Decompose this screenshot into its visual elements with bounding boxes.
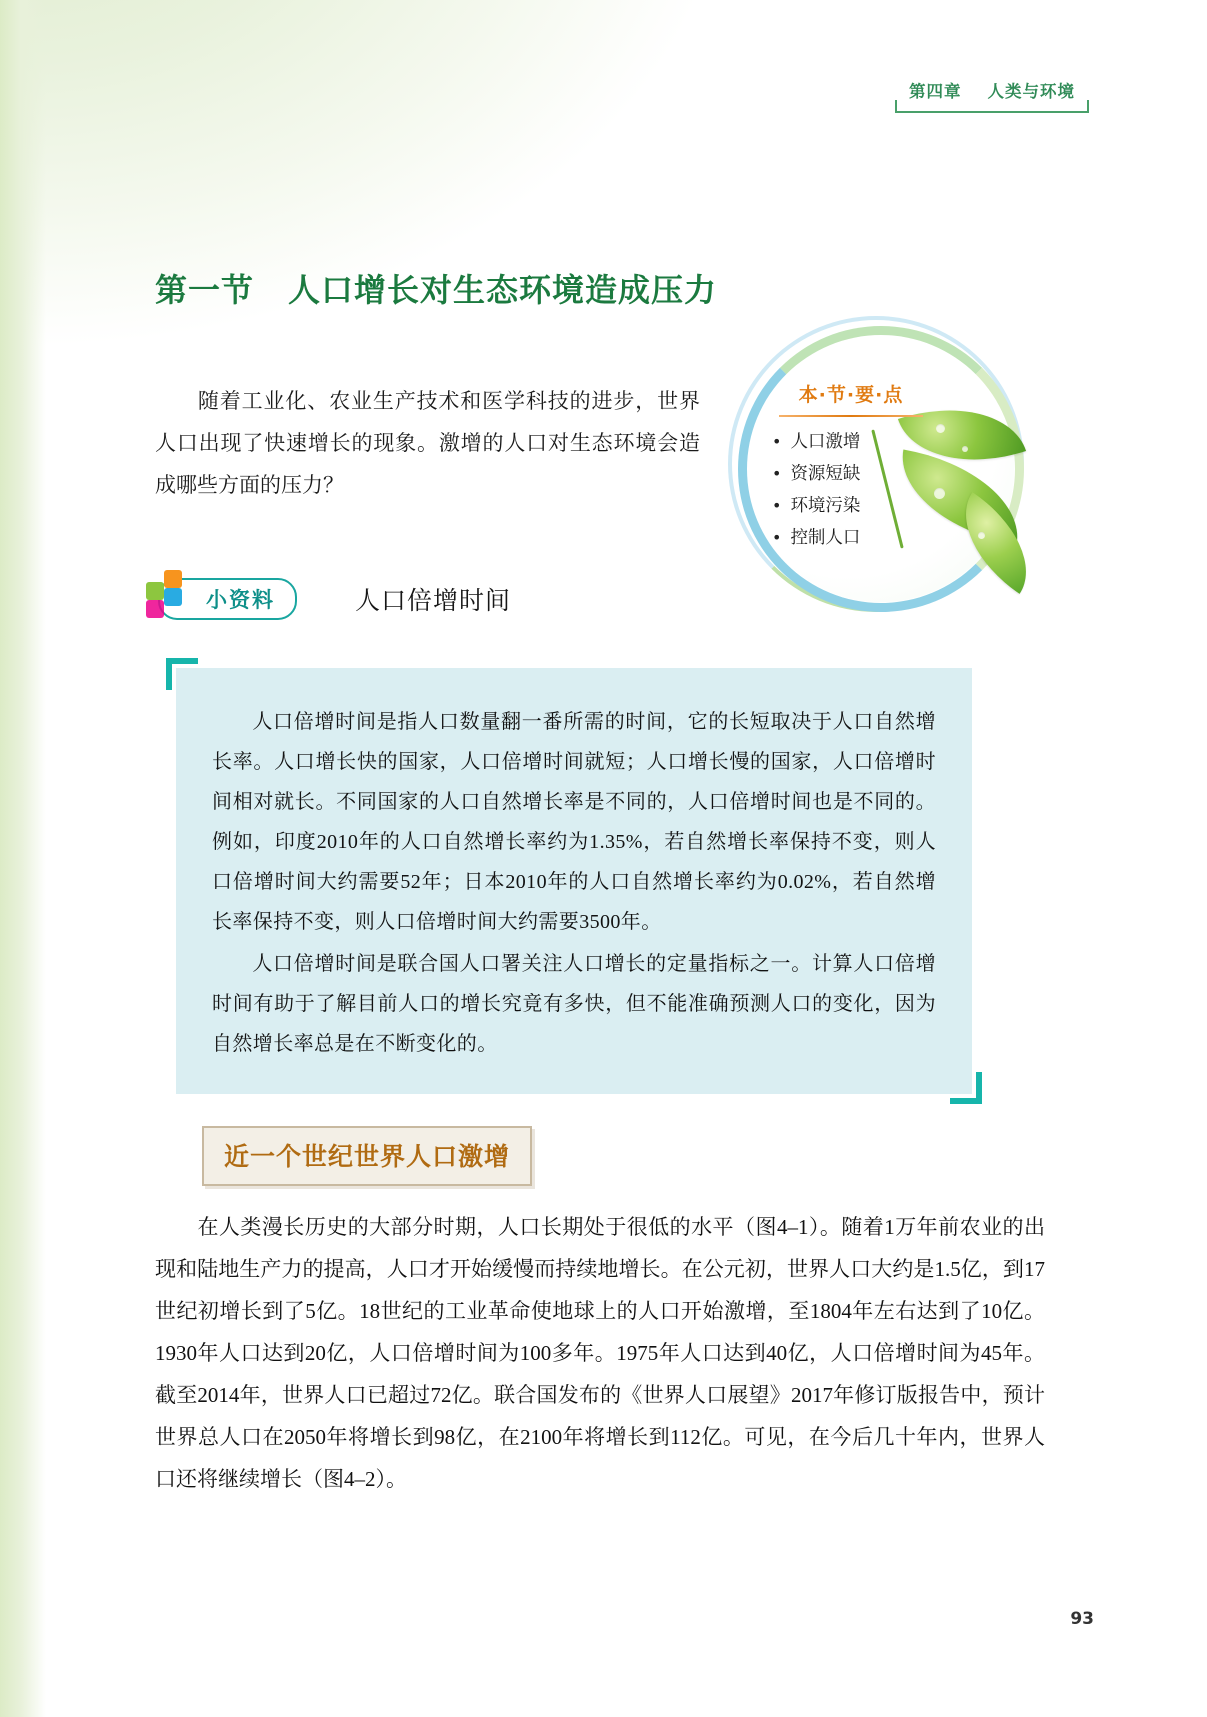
corner-bracket-top-left: [166, 658, 198, 690]
page-background-left-gradient: [0, 0, 46, 1717]
dew-drop-icon: [978, 532, 985, 539]
material-paragraph: [212, 944, 936, 1064]
running-head-tick-right: [1087, 100, 1089, 113]
key-points-title: 本·节·要·点: [776, 380, 926, 407]
running-head-chapter: 第四章: [909, 82, 962, 101]
material-paragraph-text: 人口倍增时间是联合国人口署关注人口增长的定量指标之一。计算人口倍增时间有助于了解目前人口的增长究竟有多快，但不能准确预测人口的变化，因为自然增长率总是在不断变化的。: [212, 953, 936, 1055]
body-paragraph: [155, 1206, 1045, 1500]
key-point-item: • 资源短缺: [772, 458, 860, 490]
material-tag-label: 小资料: [206, 588, 275, 612]
material-tag-row: [158, 578, 511, 620]
dew-drop-icon: [936, 424, 945, 433]
key-point-item: • 环境污染: [772, 490, 860, 522]
dew-drop-icon: [962, 446, 968, 452]
sub-heading: 近一个世纪世界人口激增: [202, 1126, 532, 1186]
key-point-item: • 人口激增: [772, 426, 860, 458]
section-number: 第一节: [155, 271, 255, 309]
section-title-text: 人口增长对生态环境造成压力: [288, 271, 718, 309]
running-head-tick-left: [895, 100, 897, 113]
section-title: [155, 265, 717, 311]
running-head: [895, 78, 1089, 113]
material-heading: 人口倍增时间: [355, 586, 512, 615]
dew-drop-icon: [934, 488, 945, 499]
page-number: 93: [1070, 1609, 1094, 1629]
key-points-list: [772, 426, 860, 554]
key-point-item: • 控制人口: [772, 522, 860, 554]
key-points-badge: [710, 318, 1110, 618]
material-paragraph: [212, 702, 936, 942]
material-info-box: [176, 668, 972, 1094]
intro-text: 随着工业化、农业生产技术和医学科技的进步，世界人口出现了快速增长的现象。激增的人口对生态环境会造成哪些方面的压力？: [155, 389, 700, 497]
corner-bracket-bottom-right: [950, 1072, 982, 1104]
puzzle-icon: [144, 568, 198, 620]
material-paragraph-text: 人口倍增时间是指人口数量翻一番所需的时间，它的长短取决于人口自然增长率。人口增长快的国家，人口倍增时间就短；人口增长慢的国家，人口倍增时间相对就长。不同国家的人口自然增长率是不同的，人口倍增时间也是不同的。例如，印度2010年的人口自然增长率约为1.35%，若自然增长率保持不变，则人口倍增时间大约需要52年；日本2010年的人口自然增长率约为0.02%，若自然增长率保持不变，则人口倍增时间大约需要3500年。: [212, 711, 936, 933]
body-paragraph-text: 在人类漫长历史的大部分时期，人口长期处于很低的水平（图4–1）。随着1万年前农业的出现和陆地生产力的提高，人口才开始缓慢而持续地增长。在公元初，世界人口大约是1.5亿，到17世纪初增长到了5亿。18世纪的工业革命使地球上的人口开始激增，至1804年左右达到了10亿。1930年人口达到20亿，人口倍增时间为100多年。1975年人口达到40亿，人口倍增时间为45年。截至2014年，世界人口已超过72亿。联合国发布的《世界人口展望》2017年修订版报告中，预计世界总人口在2050年将增长到98亿，在2100年将增长到112亿。可见，在今后几十年内，世界人口还将继续增长（图4–2）。: [155, 1215, 1045, 1491]
intro-paragraph: [155, 380, 700, 506]
running-head-title: 人类与环境: [987, 82, 1075, 101]
material-tag: [158, 578, 297, 620]
